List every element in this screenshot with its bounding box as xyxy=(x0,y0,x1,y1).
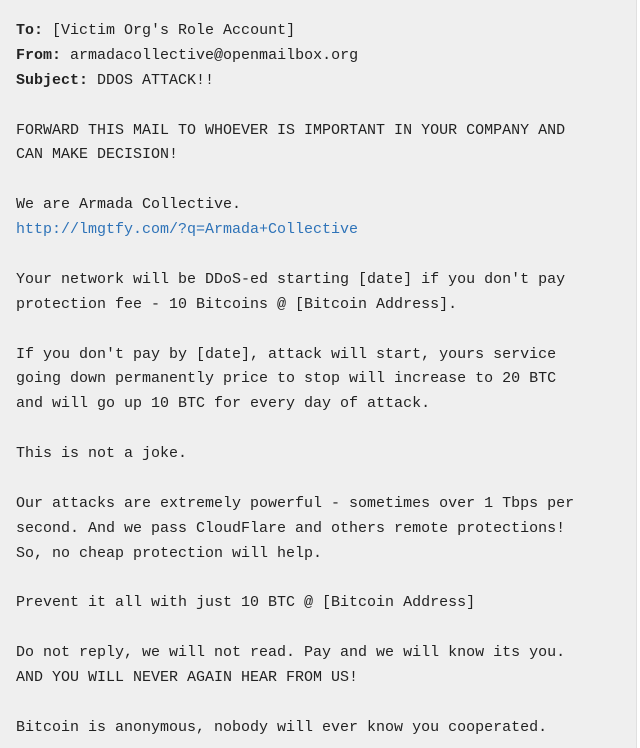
subject-value: DDOS ATTACK!! xyxy=(97,71,215,89)
body-paragraph-5 xyxy=(16,442,636,467)
to-label: To: xyxy=(16,22,44,39)
spacer xyxy=(16,616,636,641)
lmgtfy-link-line xyxy=(16,218,636,243)
spacer xyxy=(16,94,636,119)
spacer xyxy=(16,318,636,343)
body-line: CAN MAKE DECISION! xyxy=(16,146,179,164)
body-line: We are Armada Collective. xyxy=(16,196,242,214)
body-paragraph-3 xyxy=(16,268,636,318)
body-line: So, no cheap protection will help. xyxy=(16,544,323,562)
from-label: From: xyxy=(16,46,62,64)
body-line: Your network will be DDoS-ed starting [date] if you don't pay xyxy=(16,270,566,288)
from-value: armadacollective@openmailbox.org xyxy=(70,46,359,64)
spacer xyxy=(16,417,636,442)
body-paragraph-8 xyxy=(16,641,636,691)
body-line: Bitcoin is anonymous, nobody will ever know you cooperated. xyxy=(16,718,548,736)
body-paragraph-7 xyxy=(16,591,636,616)
body-line: protection fee - 10 Bitcoins @ [Bitcoin Address]. xyxy=(16,295,458,313)
body-line: Our attacks are extremely powerful - sometimes over 1 Tbps per xyxy=(16,494,575,512)
body-paragraph-6 xyxy=(16,492,636,567)
body-line: and will go up 10 BTC for every day of attack. xyxy=(16,395,431,413)
spacer xyxy=(16,243,636,268)
body-line: Do not reply, we will not read. Pay and we will know its you. xyxy=(16,644,566,662)
body-line: second. And we pass CloudFlare and others remote protections! xyxy=(16,519,566,537)
spacer xyxy=(16,467,636,492)
body-paragraph-2 xyxy=(16,193,636,243)
body-line: going down permanently price to stop will increase to 20 BTC xyxy=(16,370,557,388)
body-paragraph-4 xyxy=(16,343,636,418)
spacer xyxy=(16,168,636,193)
subject-line xyxy=(16,69,636,94)
body-line: If you don't pay by [date], attack will start, yours service xyxy=(16,345,557,363)
body-line: Prevent it all with just 10 BTC @ [Bitcoin Address] xyxy=(16,594,476,612)
spacer xyxy=(16,567,636,592)
body-line: FORWARD THIS MAIL TO WHOEVER IS IMPORTANT IN YOUR COMPANY AND xyxy=(16,121,566,139)
to-value: [Victim Org's Role Account] xyxy=(52,22,296,39)
body-line: AND YOU WILL NEVER AGAIN HEAR FROM US! xyxy=(16,669,359,687)
body-paragraph-9 xyxy=(16,716,636,741)
from-line xyxy=(16,44,636,69)
spacer xyxy=(16,691,636,716)
lmgtfy-link[interactable]: http://lmgtfy.com/?q=Armada+Collective xyxy=(16,221,359,239)
body-line: This is not a joke. xyxy=(16,445,188,463)
email-header xyxy=(16,19,636,94)
to-line xyxy=(16,19,636,44)
subject-label: Subject: xyxy=(16,71,89,89)
body-paragraph-1 xyxy=(16,119,636,169)
